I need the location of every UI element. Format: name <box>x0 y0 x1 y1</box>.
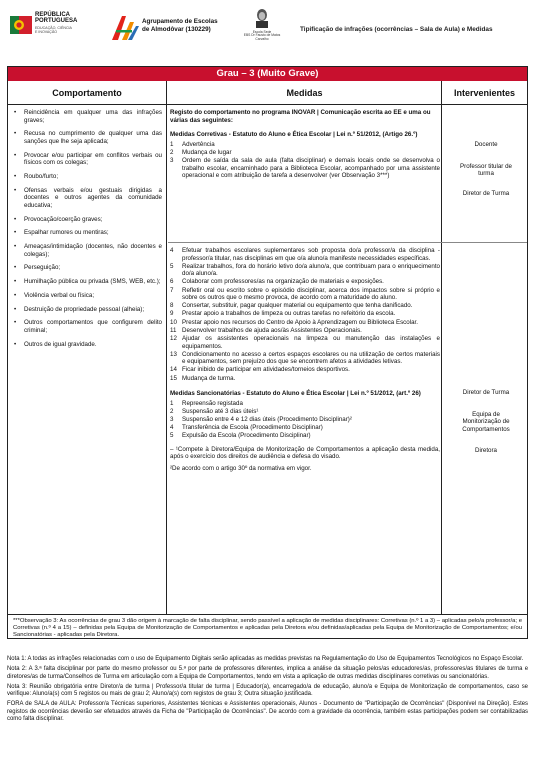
measure-text: Suspensão entre 4 e 12 dias úteis (Procedimento Disciplinar)² <box>182 415 352 423</box>
measure-number: 13 <box>170 350 177 358</box>
comportamento-item: • Ameaças/intimidação (docentes, não docentes e colegas); <box>12 243 162 258</box>
republica-text: REPÚBLICA PORTUGUESA <box>35 12 78 25</box>
measure-number: 4 <box>170 247 174 254</box>
measure-number: 8 <box>170 302 174 310</box>
measure-number: 9 <box>170 310 174 318</box>
agrupamento-logo <box>110 10 250 46</box>
sancionatorias-title: Medidas Sancionatórias - Estatuto do Aluno e Ética Escolar | Lei n.º 51/2012, (art.º 26) <box>170 390 421 398</box>
interveniente: Professor titular de turma <box>460 162 512 178</box>
measure-text: Repreensão registada <box>182 399 243 407</box>
footnote-2: ²De acordo com o artigo 30º da normativa em vigor. <box>170 464 312 472</box>
comportamento-item: • Espalhar rumores ou mentiras; <box>12 229 162 237</box>
comportamentos-list <box>12 109 162 354</box>
comportamento-item: • Violência verbal ou física; <box>12 292 162 300</box>
measure-text: Ficar inibido de participar em atividades/torneios desportivos. <box>182 366 350 374</box>
comportamento-item: • Reincidência em qualquer uma das infrações graves; <box>12 109 162 124</box>
measure-text: Colaborar com professores/as na organização de materiais e exposições. <box>182 278 384 286</box>
measure-number: 10 <box>170 318 177 326</box>
measure-number: 3 <box>170 415 174 423</box>
comportamento-item: • Perseguição; <box>12 264 162 272</box>
measure-text: Efetuar trabalhos escolares suplementares sob proposta do/a professor/a da disciplina - professor/a titular, nas disciplinas em que o/a aluno/a manifeste necessidades específicas. <box>182 247 440 262</box>
comportamento-item: • Provocar e/ou participar em conflitos verbais ou físicos com os colegas; <box>12 152 162 167</box>
registo-text: Registo do comportamento no programa INOVAR | Comunicação escrita ao EE e uma ou várias das seguintes: <box>170 109 431 124</box>
measure-number: 14 <box>170 366 177 374</box>
measure-item <box>170 302 440 310</box>
corretivas-title: Medidas Corretivas - Estatuto do Aluno e Ética Escolar | Lei n.º 51/2012, (Artigo 26.º) <box>170 131 418 139</box>
measure-item <box>170 278 440 286</box>
comportamento-item: • Destruição de propriedade pessoal (alheia); <box>12 306 162 314</box>
measure-number: 7 <box>170 286 174 294</box>
measure-text: Condicionamento no acesso a certos espaços escolares ou na utilização de certos materiais e equipamentos, sem prejuízo dos que se encontrem afetos a atividades letivas. <box>182 350 440 366</box>
measure-text: Mudança de lugar <box>182 148 232 156</box>
comportamento-item: • Humilhação pública ou privada (SMS, WEB, etc.); <box>12 278 162 286</box>
row-divider <box>168 242 527 243</box>
measure-item <box>170 263 440 278</box>
agrupamento-mark-icon <box>110 12 140 42</box>
measure-text: Realizar trabalhos, fora do horário letivo do/a aluno/a, que contribuam para o enriquecimento do/a aluno/a. <box>182 262 440 278</box>
comportamento-item: • Outros comportamentos que configurem delito criminal; <box>12 319 162 334</box>
measure-item <box>170 432 440 440</box>
republica-subtext: EDUCAÇÃO, CIÊNCIA E INOVAÇÃO <box>35 26 72 34</box>
sancionatorias-list <box>170 400 440 440</box>
observacao-3: ***Observação 3: As ocorrências de grau 3 dão origem à marcação de falta disciplinar, sendo passível a aplicação de medidas disciplinares: Corretivas (n.º 1 a 3) – aplicadas pelo/a professor/a; e Corretivas (n.º 4 a 15) – definidas pela Equipa de Monitorização de Comportamentos e aplicadas pela Diretora e/ou definidas/aplicadas pela Equipa de Monitorização de Comportamentos; e/ou Sancionatórias - aplicadas pela Diretora. <box>8 614 527 643</box>
comportamento-item: • Roubo/furto; <box>12 173 162 181</box>
nota-fora-sala: FORA de SALA de AULA: Professor/a Técnicas superiores, Assistentes técnicas e Assistentes operacionais, Alunos - Documento de "Participação de Ocorrências" (Disponível na Direção). Estes registos de ocorrências deverão ser efetuados através da Ficha de "Participação de Ocorrências". De acordo com a gravidade da ocorrência, também estas participações podem ser contabilizadas como falta disciplinar. <box>7 701 528 722</box>
measure-item <box>170 141 440 149</box>
intervenientes-group-1 <box>443 141 529 197</box>
measure-number: 1 <box>170 140 174 148</box>
measure-item <box>170 310 440 318</box>
corretivas-list-b <box>170 247 440 382</box>
measure-text: Mudança de turma. <box>182 374 236 382</box>
medidas-column-continued <box>170 245 440 473</box>
medidas-column <box>170 109 440 180</box>
measure-item <box>170 351 440 366</box>
measure-item <box>170 157 440 180</box>
document-title: Tipificação de infrações (ocorrências – Sala de Aula) e Medidas <box>300 26 493 33</box>
measure-item <box>170 416 440 424</box>
measure-text: Desenvolver trabalhos de ajuda aos/às Assistentes Operacionais. <box>182 326 362 334</box>
measure-text: Prestar apoio nos recursos do Centro de Apoio à Aprendizagem ou Biblioteca Escolar. <box>182 318 418 326</box>
comportamento-item: • Outros de igual gravidade. <box>12 341 162 349</box>
escola-sede-text: Escola Sede EBS Dr Fausto de Matos Carvalho <box>243 29 281 42</box>
measure-item <box>170 335 440 350</box>
col-header-medidas: Medidas <box>167 81 442 105</box>
measure-item <box>170 247 440 262</box>
measure-item <box>170 400 440 408</box>
measure-number: 6 <box>170 278 174 286</box>
escola-sede-logo <box>242 8 282 48</box>
measure-text: Ordem de saída da sala de aula (falta disciplinar) e demais locais onde se desenvolva o trabalho escolar, encaminhado para a Biblioteca Escolar, acompanhado por uma assistente operacional e com atribuição de tarefa a desenvolver (ver Observação 3***) <box>182 157 440 180</box>
intervenientes-group-2 <box>443 389 529 455</box>
interveniente: Diretor de Turma <box>462 389 510 396</box>
portrait-icon <box>254 8 270 28</box>
interveniente: Docente <box>474 141 498 148</box>
measure-number: 15 <box>170 374 177 382</box>
measure-item <box>170 408 440 416</box>
measure-number: 2 <box>170 148 174 156</box>
measure-number: 11 <box>170 326 177 334</box>
comportamento-item: • Provocação/coerção graves; <box>12 216 162 224</box>
measure-item <box>170 366 440 374</box>
col-header-comportamento: Comportamento <box>8 81 166 105</box>
interveniente: Diretor de Turma <box>462 189 510 197</box>
page-header <box>0 0 536 56</box>
measure-text: Consertar, substituir, pagar qualquer material ou equipamento que tenha danificado. <box>182 302 413 310</box>
grau-heading: Grau – 3 (Muito Grave) <box>8 67 527 81</box>
comportamento-item: • Ofensas verbais e/ou gestuais dirigidas a docentes e outros agentes da comunidade educativa; <box>12 187 162 210</box>
measure-item <box>170 287 440 302</box>
measure-number: 4 <box>170 424 174 432</box>
measure-text: Prestar apoio a trabalhos de limpeza ou outras tarefas no refeitório da escola. <box>182 310 396 318</box>
measure-item <box>170 327 440 335</box>
measure-item <box>170 319 440 327</box>
measure-text: Transferência de Escola (Procedimento Disciplinar) <box>182 424 323 432</box>
measure-text: Advertência <box>182 140 215 148</box>
measure-number: 3 <box>170 157 174 164</box>
measure-text: Suspensão até 3 dias úteis¹ <box>182 407 259 415</box>
infractions-table <box>7 66 528 639</box>
measure-text: Refletir oral ou escrito sobre o episódio disciplinar, acerca dos impactos sobre si próprio e sobre os outros que o mesmo provoca, de acordo com a maturidade do aluno. <box>182 286 440 302</box>
nota-1: Nota 1: A todas as infrações relacionadas com o uso de Equipamento Digitais serão aplicadas as medidas previstas na Regulamentação do Uso de Equipamentos Tecnológicos no Espaço Escolar. <box>7 656 524 662</box>
interveniente: Diretora <box>474 447 497 455</box>
column-divider <box>441 81 442 614</box>
measure-number: 1 <box>170 399 174 407</box>
measure-text: Ajudar os assistentes operacionais na limpeza ou manutenção das instalações e equipamentos. <box>182 334 440 350</box>
footnote-1: – ¹Compete à Diretora/Equipa de Monitorização de Comportamentos a aplicação desta medida, após o exercício dos direitos de audiência e defesa do visado. <box>170 445 440 461</box>
column-divider <box>166 81 167 614</box>
interveniente: Equipa de Monitorização de Comportamentos <box>462 410 510 433</box>
measure-number: 5 <box>170 262 174 270</box>
measure-text: Expulsão da Escola (Procedimento Disciplinar) <box>182 432 311 440</box>
measure-item <box>170 424 440 432</box>
measure-item <box>170 149 440 157</box>
comportamento-item: • Recusa no cumprimento de qualquer uma das sanções que lhe seja aplicada; <box>12 130 162 145</box>
nota-2: Nota 2: A 3.ª falta disciplinar por parte do mesmo professor ou 5.ª por parte de professores diferentes, implica a análise da situação pelos/as educadores/as, professores/as titulares de turma e diretores/as de turma/Conselhos de Turma em articulação com a Equipa de Comportamentos, tendo em vista a aplicação de outras medidas disciplinares corretivas ou sancionatórias. <box>7 666 528 680</box>
measure-item <box>170 375 440 383</box>
agrupamento-text: Agrupamento de Escolas de Almodôvar (130229) <box>142 18 218 33</box>
nota-3: Nota 3: Reunião obrigatória entre Diretor/a de turma | Professor/a titular de turma | Educador(a), encarregado/a de educação, aluno/a e Equipa de Monitorização de comportamentos, caso se verifique: Aluno/a(s) com 5 registos ou mais de grau 2; Aluno/a(s) com registos de grau 3; Outra situação justificada. <box>7 683 528 697</box>
measure-number: 5 <box>170 432 174 440</box>
republica-emblem-icon <box>10 14 32 36</box>
measure-number: 12 <box>170 334 177 342</box>
notes-section <box>7 656 528 726</box>
measure-number: 2 <box>170 407 174 415</box>
col-header-intervenientes: Intervenientes <box>442 81 527 105</box>
corretivas-list-a <box>170 141 440 180</box>
republica-portuguesa-logo <box>10 10 90 46</box>
